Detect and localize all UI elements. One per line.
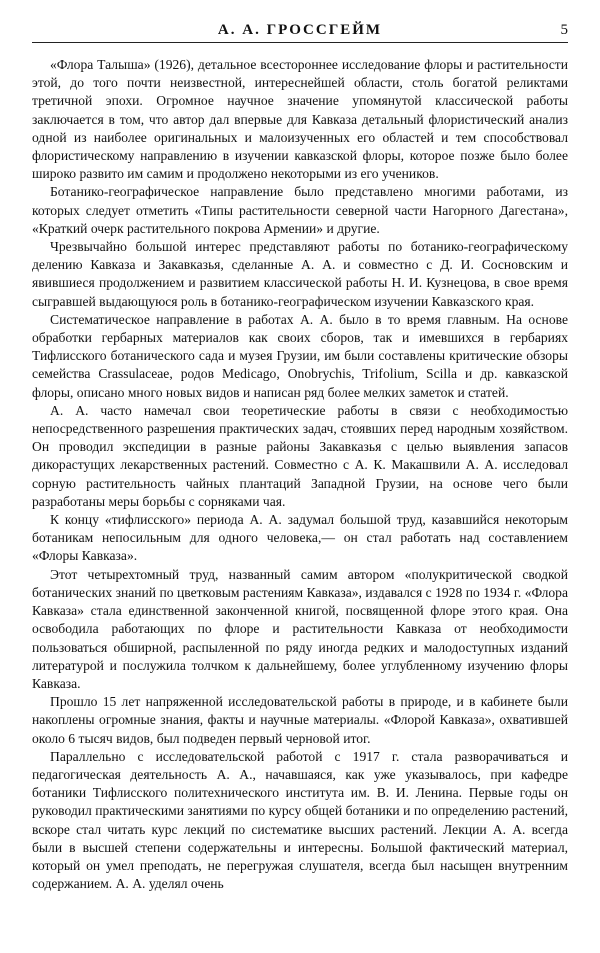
paragraph: Систематическое направление в работах А. А. было в то время главным. На основе обработки гербарных материалов как своих сборов, так и имевшихся в гербариях Тифлисского ботанического сада и музея Грузии, им были составлены критические обзоры семейства Crassulaceae, родов Medicago, Onobrychis, Trifolium, Scilla и др. кавказской флоры, описано много новых видов и написан ряд более мелких заметок и статей. [32, 311, 568, 400]
paragraph: Прошло 15 лет напряженной исследовательской работы в природе, и в кабинете были накоплены огромные знания, факты и научные материалы. «Флорой Кавказа», охватившей около 6 тысяч видов, был подведен первый черновой итог. [32, 694, 568, 746]
paragraph: Этот четырехтомный труд, названный самим автором «полукритической сводкой ботанических знаний по цветковым растениям Кавказа», издавался с 1928 по 1934 г. «Флора Кавказа» стала единственной законченной книгой, посвященной флоре этого края. Она освободила работающих по флоре и растительности Кавказа от необходимости пользоваться обширной, распыленной по ряду иногда редких и малодоступных изданий литературой и послужила толчком к дальнейшему, более углубленному изучению флоры Кавказа. [32, 566, 568, 691]
paragraph: А. А. часто намечал свои теоретические работы в связи с необходимостью непосредственного разрешения практических задач, стоявших перед народным хозяйством. Он проводил экспедиции в разные районы Закавказья с целью выявления запасов дикорастущих лекарственных растений. Совместно с А. К. Макашвили А. А. исследовал сорную растительность чайных плантаций Западной Грузии, на основе чего были разработаны меры борьбы с сорняками чая. [32, 402, 568, 509]
body-text [32, 56, 568, 893]
running-title: А. А. ГРОССГЕЙМ [217, 22, 383, 38]
paragraph: Ботанико-географическое направление было представлено многими работами, из которых следует отметить «Типы растительности северной части Нагорного Дагестана», «Краткий очерк растительного покрова Армении» и другие. [32, 184, 568, 236]
paragraph: Параллельно с исследовательской работой с 1917 г. стала разворачиваться и педагогическая деятельность А. А., начавшаяся, как уже указывалось, при кафедре ботаники Тифлисского политехнического института им. В. И. Ленина. Первые годы он руководил практическими занятиями по курсу общей ботаники и по определению растений, вскоре стал читать курс лекций по систематике высших растений. Лекции А. А. всегда были в высшей степени содержательны и интересны. Большой фактический материал, который он умел преподать, не перегружая слушателя, всегда был насыщен внутренним содержанием. А. А. уделял очень [32, 748, 568, 892]
paragraph: К концу «тифлисского» периода А. А. задумал большой труд, казавшийся некоторым ботаникам непосильным для одного человека,— он стал работать над составлением «Флоры Кавказа». [32, 512, 568, 564]
running-header [32, 20, 568, 43]
paragraph: Чрезвычайно большой интерес представляют работы по ботанико-географическому делению Кавказа и Закавказья, сделанные А. А. и совместно с Д. И. Сосновским и явившиеся продолжением и развитием классической работы Н. И. Кузнецова, в свое время сыгравшей выдающуюся роль в ботанико-географическом изучении Кавказского края. [32, 239, 568, 309]
paragraph: «Флора Талыша» (1926), детальное всестороннее исследование флоры и растительности этой, до того почти неизвестной, интереснейшей области, столь богатой реликтами третичной эпохи. Огромное научное значение упомянутой классической работы заключается в том, что автор дал впервые для Кавказа детальный флористический анализ одной из наиболее оригинальных и малоизученных его областей и тем способствовал флористическому направлению в изучении кавказской флоры, которое позже было более широко развито им самим и продолжено некоторыми из его учеников. [32, 57, 568, 182]
page-number: 5 [560, 22, 568, 38]
